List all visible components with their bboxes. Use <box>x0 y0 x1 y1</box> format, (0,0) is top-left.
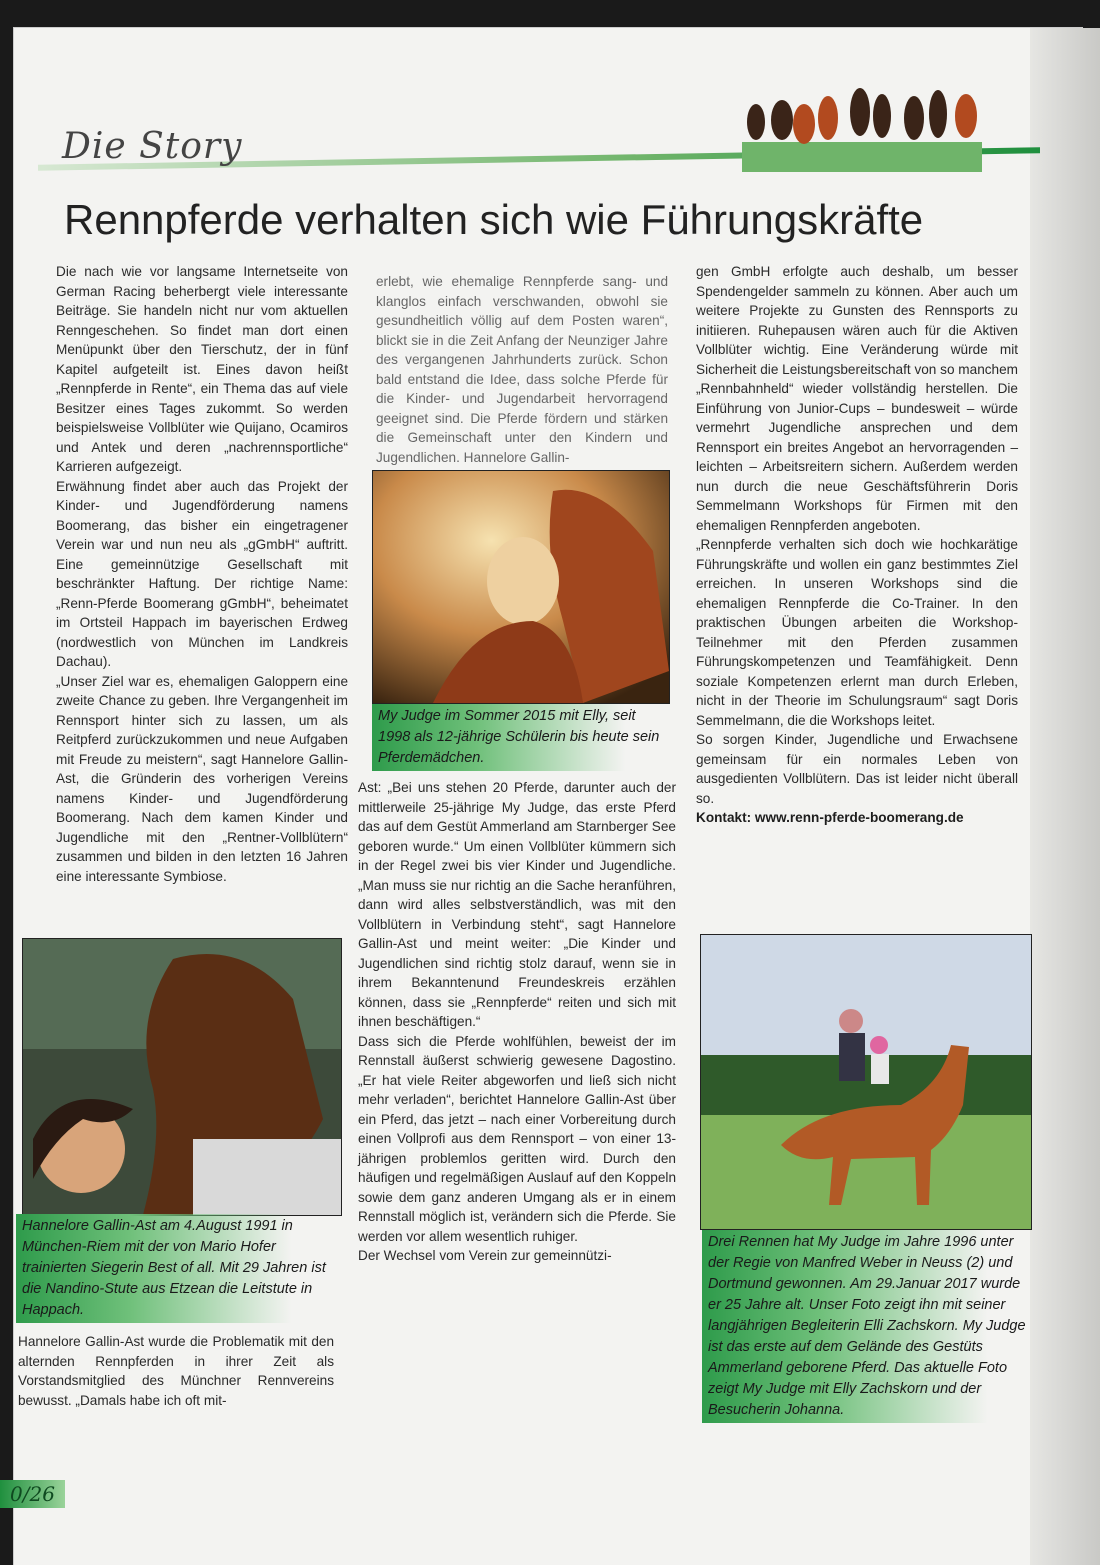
paragraph: Die nach wie vor langsame Internetseite von German Racing beherbergt viele interessante Beiträge. Sie handeln nicht nur vom aktuellen Renngeschehen. So findet man dort einen Menüpunkt über den Tierschutz, der in fünf Kapitel aufgeteilt ist. Eines davon heißt „Rennpferde in Rente“, ein Thema das auf viele Besitzer eines Tages zukommt. So werden beispielsweise Vollblüter wie Quijano, Ocamiros und Antek und deren „nachrennsportliche“ Karrieren aufgezeigt. <box>56 264 348 474</box>
caption-photo-right: Drei Rennen hat My Judge im Jahre 1996 unter der Regie von Manfred Weber in Neuss (2) und Dortmund gewonnen. Am 29.Januar 2017 wurde er 25 Jahre alt. Unser Foto zeigt ihn mit seiner langjährigen Begleiterin Elli Zachskorn. My Judge ist das erste auf dem Gelände des Gestüts Ammerland geborene Pferd. Das aktuelle Foto zeigt My Judge mit Elly Zachskorn und der Besucherin Johanna. <box>702 1230 1038 1423</box>
paragraph: Der Wechsel vom Verein zur gemeinnützi- <box>358 1248 612 1263</box>
paragraph: So sorgen Kinder, Jugendliche und Erwachsene gemeinsam für ein normales Leben von ausgedienten Vollblütern. Das ist leider nicht überall so. <box>696 732 1018 806</box>
photo-riders-on-horse <box>700 934 1032 1230</box>
caption-photo-left: Hannelore Gallin-Ast am 4.August 1991 in München-Riem mit der von Mario Hofer trainierten Siegerin Best of all. Mit 29 Jahren ist die Nandino-Stute aus Etzean die Leitstute in Happach. <box>16 1214 340 1323</box>
page-number: 0/26 <box>0 1480 65 1508</box>
horses-herd-image <box>742 72 982 172</box>
column-1 <box>56 262 348 886</box>
headline: Rennpferde verhalten sich wie Führungskräfte <box>64 196 924 243</box>
column-2-top <box>376 272 668 467</box>
contact-link[interactable]: Kontakt: www.renn-pferde-boomerang.de <box>696 810 964 825</box>
paragraph: erlebt, wie ehemalige Rennpferde sang- und klanglos einfach verschwanden, obwohl sie gesundheitlich völlig auf dem Posten waren“, blickt sie in die Zeit Anfang der Neunziger Jahre des vergangenen Jahrhunderts zurück. Schon bald entstand die Idee, dass solche Pferde für die Kinder- und Jugendarbeit hervorragend geeignet sind. Die Pferde fördern und stärken die Gemeinschaft unter den Kindern und Jugendlichen. Hannelore Gallin- <box>376 274 668 465</box>
paragraph: Ast: „Bei uns stehen 20 Pferde, darunter auch der mittlerweile 25-jährige My Judge, das erste Pferd das auf dem Gestüt Ammerland am Starnberger See geboren wurde.“ Um einen Vollblüter kümmern sich in der Regel zwei bis vier Kinder und Jugendliche. „Man muss sie nur richtig an die Sache heranführen, dann wird alles selbstverständlich, was mit den Vollblütern in Verbindung steht“, sagt Hannelore Gallin-Ast und meint weiter: „Die Kinder und Jugendlichen sind richtig stolz darauf, wenn sie in ihrem Bekanntenund Freundeskreis erzählen können, dass sie „Rennpferde“ reiten und sich mit ihnen beschäftigen.“ <box>358 780 676 1029</box>
column-1-bottom <box>18 1332 334 1410</box>
paragraph: Hannelore Gallin-Ast wurde die Problematik mit den alternden Rennpferden in ihrer Zeit als Vorstandsmitglied des Münchner Rennvereins bewusst. „Damals habe ich oft mit- <box>18 1334 334 1408</box>
paragraph: gen GmbH erfolgte auch deshalb, um besser Spendengelder sammeln zu können. Aber auch um weitere Projekte zu Gunsten des Rennsports zu initiieren. Ruhepausen wären auch für die Aktiven Vollblüter wichtig. Eine Veränderung würde mit Sicherheit die Leistungsbereitschaft von so manchem „Rennbahnheld“ wieder vollständig herstellen. Die Einführung von Junior-Cups – bundesweit – würde vermehrt Jugendliche ansprechen und dem Rennsport ein breites Angebot an hervorragenden – leichten – Arbeitsreitern sichern. Außerdem werden nun durch die neue Geschäftsführerin Doris Semmelmann Workshops für Firmen mit den ehemaligen Rennpferden angeboten. <box>696 264 1018 533</box>
page-curl <box>1030 28 1100 1565</box>
photo-girl-hugging-horse <box>372 470 670 704</box>
paragraph: Dass sich die Pferde wohlfühlen, beweist der im Rennstall äußerst schwierig gewesene Dagostino. „Er hat viele Reiter abgeworfen und ließ sich nicht mehr verladen“, berichtet Hannelore Gallin-Ast über ein Pferd, das jetzt – nach einer Vorbereitung durch einen Vollprofi aus dem Rennsport – von einer 13-jährigen problemlos geritten wird. Durch den häufigen und regelmäßigen Auslauf auf den Koppeln sowie dem ganz anderen Umgang als er in einem Rennstall möglich ist, verändern sich die Pferde. Sie werden vor allem wesentlich ruhiger. <box>358 1033 676 1244</box>
paragraph: „Unser Ziel war es, ehemaligen Galoppern eine zweite Chance zu geben. Ihre Vergangenheit im Rennsport hinter sich zu lassen, um als Reitpferd zurückzukommen und neue Aufgaben mit Freude zu meistern“, sagt Hannelore Gallin-Ast, die Gründerin des vorherigen Vereins namens Kinder- und Jugendförderung Boomerang. Nach dem kamen Kinder und Jugendliche mit den „Rentner-Vollblütern“ zusammen und bilden in den letzten 16 Jahren eine interessante Symbiose. <box>56 673 348 884</box>
column-3 <box>696 262 1018 828</box>
paragraph: Erwähnung findet aber auch das Projekt der Kinder- und Jugendförderung namens Boomerang, das bisher ein eingetragener Verein war und nun neu als „gGmbH“ auftritt. Eine gemeinnützige Gesellschaft mit beschränkter Haftung. Der richtige Name: „Renn-Pferde Boomerang gGmbH“, beheimatet im Ortsteil Happach im bayerischen Erdweg (nordwestlich von München im Landkreis Dachau). <box>56 478 348 669</box>
column-2-bottom <box>358 778 676 1266</box>
photo-race-horse-woman <box>22 938 342 1216</box>
paragraph: „Rennpferde verhalten sich doch wie hochkarätige Führungskräfte und wollen ein ganz bestimmtes Ziel erreichen. In unseren Workshops sind die ehemaligen Rennpferde die Co-Trainer. In den praktischen Übungen arbeiten die Workshop-Teilnehmer mit den Pferden zusammen Führungskompetenzen und Teamfähigkeit. Denn soziale Kompetenzen erlernt man durch Erleben, nicht in der Theorie im Schulungsraum“ sagt Doris Semmelmann, die die Workshops leitet. <box>696 537 1018 728</box>
section-label: Die Story <box>62 126 243 167</box>
caption-photo-center: My Judge im Sommer 2015 mit Elly, seit 1998 als 12-jährige Schülerin bis heute sein Pferdemädchen. <box>372 704 670 771</box>
